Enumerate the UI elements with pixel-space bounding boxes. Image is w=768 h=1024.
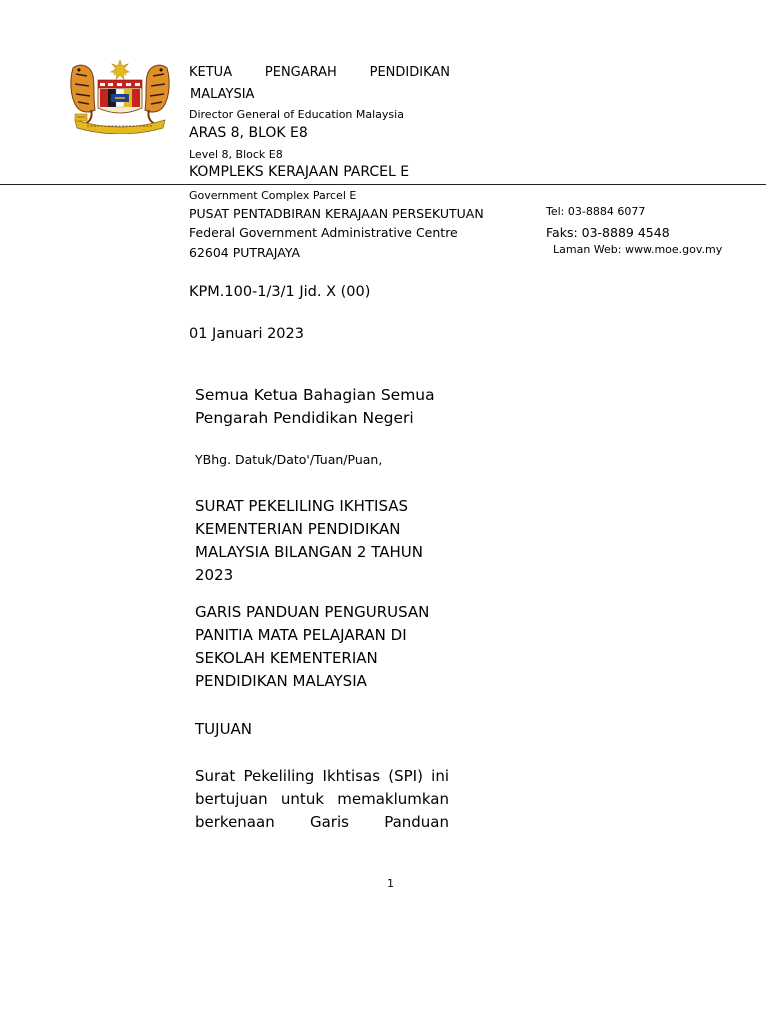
malaysia-crest-icon (67, 58, 173, 134)
section-heading: TUJUAN (195, 720, 253, 738)
letter-subject: SURAT PEKELILING IKHTISAS KEMENTERIAN PENDIDIKAN MALAYSIA BILANGAN 2 TAHUN 2023 (195, 497, 423, 584)
letterhead-pusat-en: Federal Government Administrative Centre (189, 225, 458, 240)
crest-right-tiger-icon (145, 65, 169, 124)
letterhead-aras-en: Level 8, Block E8 (189, 148, 283, 161)
letter-salutation: YBhg. Datuk/Dato'/Tuan/Puan, (195, 452, 383, 467)
crest-shield-icon (98, 80, 142, 113)
letterhead-aras: ARAS 8, BLOK E8 (189, 125, 308, 141)
letterhead-kompleks-en: Government Complex Parcel E (189, 189, 357, 202)
contact-web: Laman Web: www.moe.gov.my (553, 243, 723, 256)
letter-sub-subject: GARIS PANDUAN PENGURUSAN PANITIA MATA PELAJARAN DI SEKOLAH KEMENTERIAN PENDIDIKAN MALAYSIA (195, 603, 430, 690)
letterhead-title-line1 (189, 65, 450, 80)
title-word: PENDIDIKAN (369, 65, 450, 80)
letterhead-kompleks: KOMPLEKS KERAJAAN PARCEL E (189, 164, 410, 180)
title-word: PENGARAH (264, 65, 337, 80)
contact-tel: Tel: 03-8884 6077 (546, 205, 646, 218)
page-number: 1 (387, 877, 394, 890)
letter-date: 01 Januari 2023 (189, 326, 304, 342)
crest-scroll-icon (75, 114, 165, 134)
title-word: KETUA (189, 65, 233, 80)
letter-paragraph: Surat Pekeliling Ikhtisas (SPI) ini bertujuan untuk memaklumkan berkenaan Garis Panduan (195, 767, 449, 831)
letterhead-postcode: 62604 PUTRAJAYA (189, 245, 301, 260)
header-divider (0, 184, 766, 185)
letterhead-pusat: PUSAT PENTADBIRAN KERAJAAN PERSEKUTUAN (189, 206, 484, 221)
letterhead-title-line2: MALAYSIA (190, 87, 255, 102)
crest-star-icon (111, 60, 129, 79)
letterhead-title-en: Director General of Education Malaysia (189, 108, 404, 121)
letter-recipient: Semua Ketua Bahagian Semua Pengarah Pendidikan Negeri (195, 386, 435, 427)
contact-faks: Faks: 03-8889 4548 (546, 225, 670, 240)
letter-reference: KPM.100-1/3/1 Jid. X (00) (189, 284, 371, 300)
